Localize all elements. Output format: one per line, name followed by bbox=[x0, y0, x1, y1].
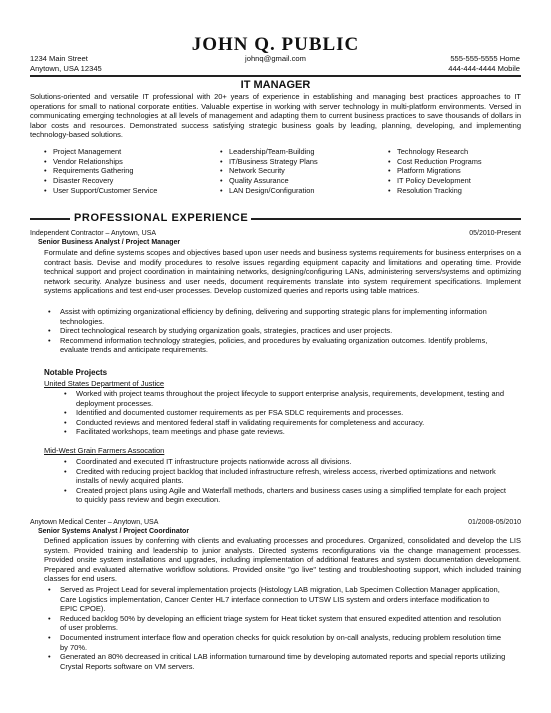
job-2-description: Defined application issues by conferring with clients and evaluating processes and procedures. Organized, consolidated and develop the LIS system. Provided training and leadership to junior analysts. Directed systems reconfigurations via the change management processes. Provided onsite system installations and upgrades, including implementation of additional features and system documentation development. Prepared and evaluated alternative workflow solutions. Provided onsite "go live" testing and troubleshooting support, which included training classes for end users. bbox=[44, 536, 521, 584]
list-item: • Assist with optimizing organizational efficiency by defining, delivering and supporting strategic plans for implementing information technologies. bbox=[44, 307, 506, 326]
section-rule-left bbox=[30, 218, 70, 220]
job-2-employer-line bbox=[30, 518, 521, 527]
list-item: • Identified and documented customer requirements as per FSA SDLC requirements and processes. bbox=[60, 408, 506, 418]
skill-item: • LAN Design/Configuration bbox=[220, 186, 318, 196]
employer-name: Independent Contractor – Anytown, USA bbox=[30, 230, 157, 237]
job-dates: 01/2008-05/2010 bbox=[468, 519, 521, 526]
notable-projects-heading: Notable Projects bbox=[44, 368, 108, 377]
skill-item: • Network Security bbox=[220, 166, 318, 176]
section-rule-right bbox=[230, 218, 521, 220]
skill-item: • Resolution Tracking bbox=[388, 186, 482, 196]
project-org-1: United States Department of Justice bbox=[44, 379, 165, 388]
list-item: • Credited with reducing project backlog that included infrastructure refresh, wireless access, riverbed optimizations and network installs of newly acquired plants. bbox=[60, 467, 506, 486]
candidate-name: JOHN Q. PUBLIC bbox=[191, 34, 360, 55]
skill-item: • Leadership/Team-Building bbox=[220, 147, 318, 157]
address-line-2: Anytown, USA 12345 bbox=[30, 64, 102, 73]
list-item: • Recommend information technology strategies, policies, and procedures by evaluating organization outcomes. Identify problems, evaluate trends and anticipate requirements. bbox=[44, 336, 506, 355]
summary-paragraph: Solutions-oriented and versatile IT professional with 20+ years of experience in establishing and managing best practices approaches to IT operations for small to national corporate entities. Valuable expertise in working with server technology in multi-platform environments. Versed in communicating emerging technologies at all levels of management and adapting them to current business practices to save thousands of dollars in labor costs and resources. Demonstrated success satisfying strategic business goals by leading, planning, developing, and implementing technology-based solutions. bbox=[30, 92, 521, 140]
skill-item: • Project Management bbox=[44, 147, 157, 157]
project-org-2: Mid-West Grain Farmers Assocation bbox=[44, 446, 165, 455]
list-item: • Generated an 80% decreased in critical LAB information turnaround time by developing automated reports and special reports utilizing Crystal Reports software on VM servers. bbox=[44, 652, 506, 671]
phones bbox=[448, 54, 520, 74]
project-2-bullets bbox=[60, 457, 506, 505]
skills-column-3 bbox=[388, 147, 482, 196]
skill-item: • Disaster Recovery bbox=[44, 176, 157, 186]
skill-item: • Platform Migrations bbox=[388, 166, 482, 176]
skill-item: • Requirements Gathering bbox=[44, 166, 157, 176]
skill-item: • Technology Research bbox=[388, 147, 482, 157]
job-1-bullets bbox=[44, 307, 506, 355]
header-divider bbox=[30, 75, 521, 77]
skill-item: • Quality Assurance bbox=[220, 176, 318, 186]
skill-item: • Vendor Relationships bbox=[44, 157, 157, 167]
headline-title: IT MANAGER bbox=[240, 79, 311, 91]
job-2-role: Senior Systems Analyst / Project Coordinator bbox=[38, 528, 190, 535]
experience-heading: PROFESSIONAL EXPERIENCE bbox=[71, 212, 251, 224]
skill-item: • IT/Business Strategy Plans bbox=[220, 157, 318, 167]
employer-name: Anytown Medical Center – Anytown, USA bbox=[30, 519, 159, 526]
list-item: • Reduced backlog 50% by developing an efficient triage system for Heat ticket system that ensured expedited attention and resolution of user problems. bbox=[44, 614, 506, 633]
job-1-description: Formulate and define systems scopes and objectives based upon user needs and business systems requirements for business enterprises on a contract basis. Devise and modify procedures to resolve issues regarding equipment capacity and limitations and operating time. Provide technical support and project coordination in maintaining networks, designing/configuring LANs, administering servers/systems and optimizing network security. Analyze business and user needs, document requirements translate into system requirement specifications. Implement systems applications and test end-user processes. Develop customized queries and reports using table matrices. bbox=[44, 248, 521, 296]
job-2-bullets bbox=[44, 585, 506, 671]
project-1-bullets bbox=[60, 389, 506, 437]
skills-column-2 bbox=[220, 147, 318, 196]
experience-section-header bbox=[30, 213, 521, 225]
list-item: • Coordinated and executed IT infrastructure projects nationwide across all divisions. bbox=[60, 457, 506, 467]
phone-mobile: 444-444-4444 Mobile bbox=[448, 64, 520, 73]
address-line-1: 1234 Main Street bbox=[30, 54, 88, 63]
skills-column-1 bbox=[44, 147, 157, 196]
list-item: • Facilitated workshops, team meetings and phase gate reviews. bbox=[60, 427, 506, 437]
list-item: • Worked with project teams throughout the project lifecycle to support enterprise analysis, requirements, development, testing and deployment processes. bbox=[60, 389, 506, 408]
job-1-employer-line bbox=[30, 229, 521, 238]
skill-item: • IT Policy Development bbox=[388, 176, 482, 186]
list-item: • Created project plans using Agile and Waterfall methods, charters and business cases using a simplified template for each project to quickly pass review and begin execution. bbox=[60, 486, 506, 505]
phone-home: 555-555-5555 Home bbox=[450, 54, 520, 63]
job-1-role: Senior Business Analyst / Project Manager bbox=[38, 239, 181, 246]
email[interactable]: johnq@gmail.com bbox=[245, 54, 306, 63]
list-item: • Served as Project Lead for several implementation projects (Histology LAB migration, Lab Specimen Collection Manager application, Care Logistics implementation, Cancer Center HL7 interface connection to UTSW LIS system and orders interface modification to EPIC CPOE). bbox=[44, 585, 506, 614]
list-item: • Documented instrument interface flow and operation checks for quick resolution by on-call analysts, reducing problem resolution time by 70%. bbox=[44, 633, 506, 652]
list-item: • Conducted reviews and mentored federal staff in validating requirements for completeness and accuracy. bbox=[60, 418, 506, 428]
skill-item: • User Support/Customer Service bbox=[44, 186, 157, 196]
skill-item: • Cost Reduction Programs bbox=[388, 157, 482, 167]
job-dates: 05/2010-Present bbox=[469, 230, 521, 237]
list-item: • Direct technological research by studying organization goals, strategies, practices and user projects. bbox=[44, 326, 506, 336]
